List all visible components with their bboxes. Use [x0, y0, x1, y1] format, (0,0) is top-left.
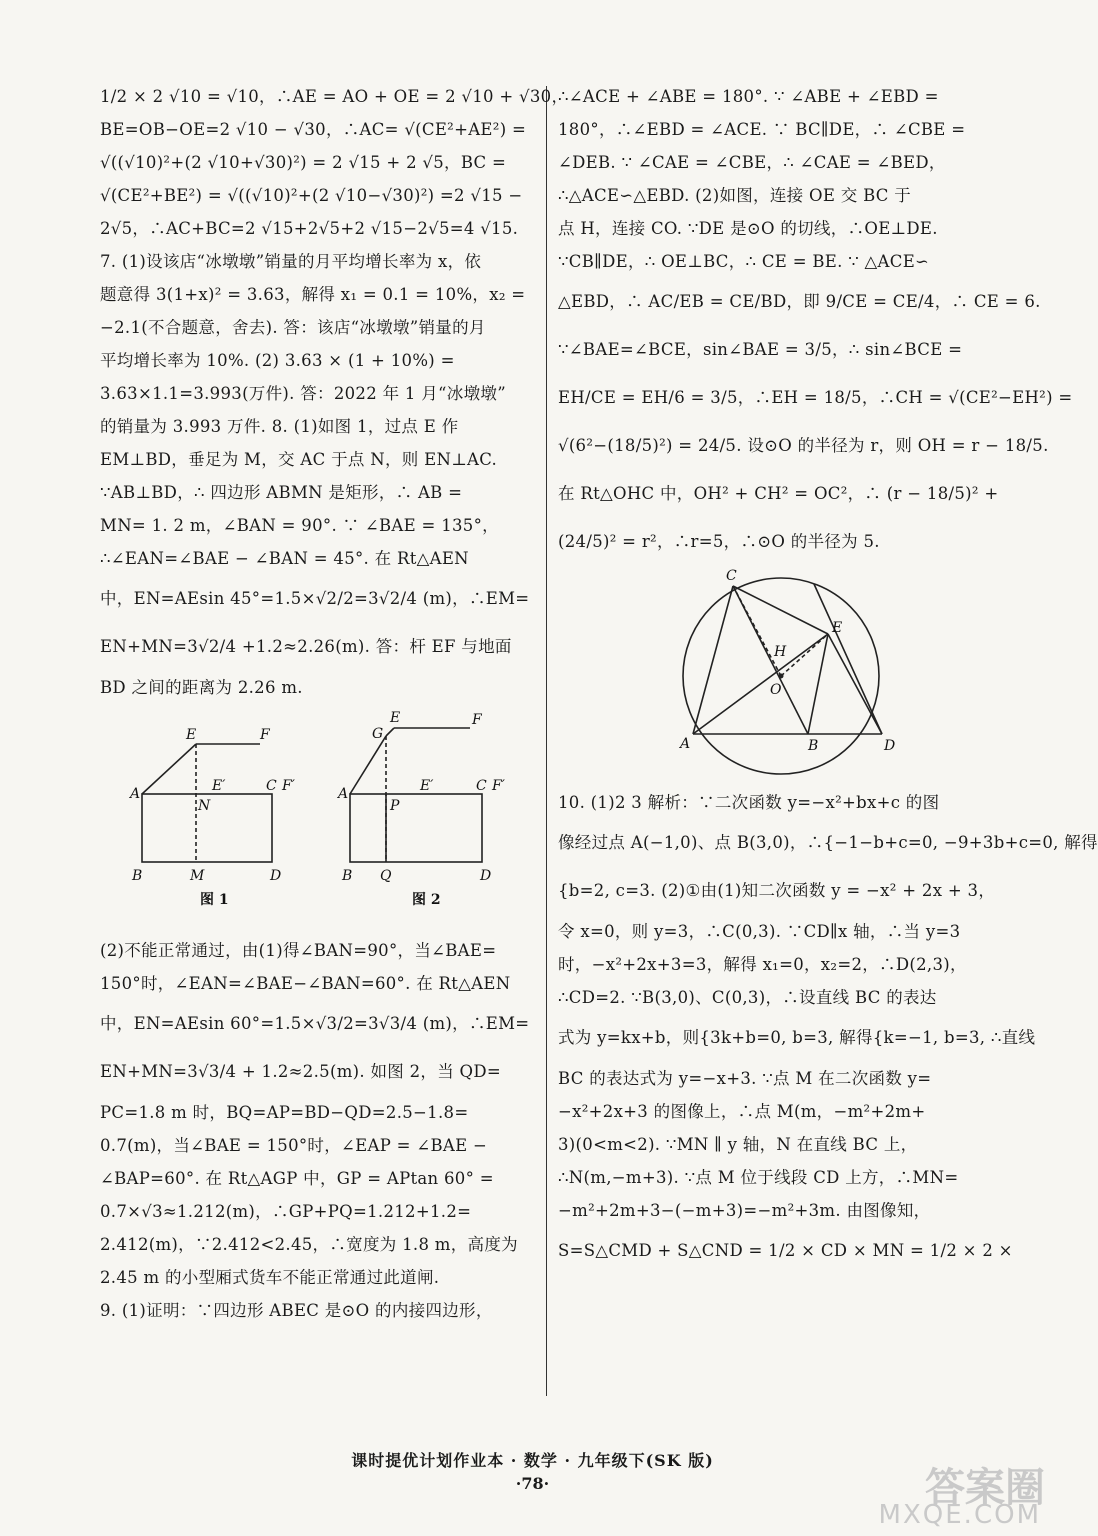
label-b: B [132, 868, 143, 884]
text-line: √(CE²+BE²) = √((√10)²+(2 √10−√30)²) =2 √15 − [100, 186, 523, 205]
text-line: PC=1.8 m 时，BQ=AP=BD−QD=2.5−1.8= [100, 1103, 469, 1122]
label-a: A [338, 786, 349, 802]
text-line: 点 H，连接 CO. ∵DE 是⊙O 的切线，∴OE⊥DE. [558, 219, 938, 238]
text-line: MN= 1. 2 m，∠BAN = 90°. ∵ ∠BAE = 135°， [100, 516, 499, 535]
text-line: √((√10)²+(2 √10+√30)²) = 2 √15 + 2 √5，BC = [100, 153, 507, 172]
text-line: ∴N(m,−m+3). ∵点 M 位于线段 CD 上方，∴MN= [558, 1168, 959, 1187]
label-a: A [130, 786, 141, 802]
text-line: EN+MN=3√3/4 + 1.2≈2.5(m). 如图 2，当 QD= [100, 1062, 502, 1081]
left-column [100, 80, 569, 1327]
text-line: S=S△CMD + S△CND = 1/2 × CD × MN = 1/2 × 2 × [558, 1241, 1013, 1260]
label-e: E [832, 620, 843, 636]
text-line: BE=OB−OE=2 √10 − √30，∴AC= √(CE²+AE²) = [100, 120, 527, 139]
text-line: EH/CE = EH/6 = 3/5，∴EH = 18/5，∴CH = √(CE²−EH²) = [558, 388, 1073, 407]
text-line: ∵CB∥DE，∴ OE⊥BC，∴ CE = BE. ∵ △ACE∽ [558, 252, 930, 271]
footer-title: 课时提优计划作业本 · 数学 · 九年级下(SK 版) [351, 1451, 714, 1470]
label-e-prime: E′ [420, 778, 434, 794]
right-column [558, 80, 1098, 1275]
label-f: F [472, 712, 482, 728]
text-line: 0.7(m)，当∠BAE = 150°时，∠EAP = ∠BAE − [100, 1136, 488, 1155]
label-d: D [884, 738, 896, 754]
text-line: 3)(0<m<2). ∵MN ∥ y 轴，N 在直线 BC 上， [558, 1135, 918, 1154]
text-line: −m²+2m+3−(−m+3)=−m²+3m. 由图像知， [558, 1201, 931, 1220]
text-line: ∴∠EAN=∠BAE − ∠BAN = 45°. 在 Rt△AEN [100, 549, 469, 568]
text-line: 3.63×1.1=3.993(万件). 答：2022 年 1 月“冰墩墩” [100, 384, 506, 403]
figures-1-2 [100, 704, 550, 934]
text-line: √(6²−(18/5)²) = 24/5. 设⊙O 的半径为 r，则 OH = r − 18/5. [558, 436, 1049, 455]
label-m: M [190, 868, 205, 884]
label-n: N [198, 798, 211, 814]
text-line: 题意得 3(1+x)² = 3.63，解得 x₁ = 0.1 = 10%，x₂ = [100, 285, 526, 304]
text-line: 式为 y=kx+b，则{3k+b=0, b=3, 解得{k=−1, b=3, ∴直线 [558, 1028, 1036, 1047]
label-h: H [774, 644, 787, 660]
text-line: 7. (1)设该店“冰墩墩”销量的月平均增长率为 x，依 [100, 252, 482, 271]
label-d: D [480, 868, 492, 884]
watermark-url: MXQE.COM [878, 1500, 1041, 1530]
text-line: 在 Rt△OHC 中，OH² + CH² = OC²，∴ (r − 18/5)² + [558, 484, 999, 503]
text-line: EM⊥BD，垂足为 M，交 AC 于点 N，则 EN⊥AC. [100, 450, 498, 469]
label-d: D [270, 868, 282, 884]
text-line: ∠DEB. ∵ ∠CAE = ∠CBE，∴ ∠CAE = ∠BED， [558, 153, 946, 172]
text-line: BC 的表达式为 y=−x+3. ∵点 M 在二次函数 y= [558, 1069, 932, 1088]
text-line: 2.412(m)，∵2.412<2.45，∴宽度为 1.8 m，高度为 [100, 1235, 518, 1254]
text-line: 2.45 m 的小型厢式货车不能正常通过此道闸. [100, 1268, 440, 1287]
text-line: ∴∠ACE + ∠ABE = 180°. ∵ ∠ABE + ∠EBD = [558, 87, 939, 106]
text-line: ∵AB⊥BD，∴ 四边形 ABMN 是矩形，∴ AB = [100, 483, 463, 502]
label-p: P [390, 798, 400, 814]
page-number: ·78· [515, 1474, 550, 1493]
text-line: ∠BAP=60°. 在 Rt△AGP 中，GP = APtan 60° = [100, 1169, 494, 1188]
text-line: −2.1(不合题意，舍去). 答：该店“冰墩墩”销量的月 [100, 318, 486, 337]
label-b: B [342, 868, 353, 884]
figure-1-2-diagram [100, 704, 530, 924]
text-line: ∵∠BAE=∠BCE，sin∠BAE = 3/5，∴ sin∠BCE = [558, 340, 963, 359]
text-line: −x²+2x+3 的图像上，∴点 M(m，−m²+2m+ [558, 1102, 926, 1121]
figure-1-caption: 图 1 [200, 892, 229, 908]
text-line: {b=2, c=3. (2)①由(1)知二次函数 y = −x² + 2x + 3， [558, 881, 996, 900]
figure-3 [558, 566, 998, 786]
label-e: E [186, 727, 197, 743]
text-line: 的销量为 3.993 万件. 8. (1)如图 1，过点 E 作 [100, 417, 459, 436]
text-line: 9. (1)证明：∵四边形 ABEC 是⊙O 的内接四边形， [100, 1301, 493, 1320]
text-line: 中，EN=AEsin 45°=1.5×√2/2=3√2/4 (m)，∴EM= [100, 589, 530, 608]
text-line: 180°，∴∠EBD = ∠ACE. ∵ BC∥DE，∴ ∠CBE = [558, 120, 966, 139]
label-a: A [680, 736, 691, 752]
text-line: EN+MN=3√2/4 +1.2≈2.26(m). 答：杆 EF 与地面 [100, 637, 512, 656]
text-line: BD 之间的距离为 2.26 m. [100, 678, 303, 697]
label-q: Q [380, 868, 392, 884]
text-line: 10. (1)2 3 解析：∵二次函数 y=−x²+bx+c 的图 [558, 793, 940, 812]
text-line: ∴CD=2. ∵B(3,0)、C(0,3)，∴设直线 BC 的表达 [558, 988, 937, 1007]
text-line: 平均增长率为 10%. (2) 3.63 × (1 + 10%) = [100, 351, 455, 370]
text-line: △EBD，∴ AC/EB = CE/BD，即 9/CE = CE/4，∴ CE = 6. [558, 292, 1041, 311]
label-o: O [770, 682, 782, 698]
figure-2-caption: 图 2 [412, 892, 441, 908]
text-line: ∴△ACE∽△EBD. (2)如图，连接 OE 交 BC 于 [558, 186, 912, 205]
text-line: 1/2 × 2 √10 = √10，∴AE = AO + OE = 2 √10 + √30， [100, 87, 569, 106]
text-line: 150°时，∠EAN=∠BAE−∠BAN=60°. 在 Rt△AEN [100, 974, 511, 993]
watermark-logo: 答案圈 [925, 1465, 1045, 1511]
circle-diagram [558, 566, 998, 781]
text-line: 中，EN=AEsin 60°=1.5×√3/2=3√3/4 (m)，∴EM= [100, 1014, 530, 1033]
label-f-prime: F′ [492, 778, 505, 794]
text-line: 令 x=0，则 y=3，∴C(0,3). ∵CD∥x 轴，∴当 y=3 [558, 922, 961, 941]
label-c: C [726, 568, 737, 584]
label-e-prime: E′ [212, 778, 226, 794]
label-e: E [390, 710, 401, 726]
text-line: (24/5)² = r²，∴r=5，∴⊙O 的半径为 5. [558, 532, 880, 551]
label-f: F [260, 727, 270, 743]
label-c: C [476, 778, 487, 794]
label-f-prime: F′ [282, 778, 295, 794]
label-b: B [808, 738, 819, 754]
label-g: G [372, 726, 384, 742]
text-line: 0.7×√3≈1.212(m)，∴GP+PQ=1.212+1.2= [100, 1202, 472, 1221]
text-line: 像经过点 A(−1,0)、点 B(3,0)，∴{−1−b+c=0, −9+3b+c=0, 解得 [558, 833, 1098, 852]
text-line: 时，−x²+2x+3=3，解得 x₁=0，x₂=2，∴D(2,3)， [558, 955, 967, 974]
text-line: 2√5，∴AC+BC=2 √15+2√5+2 √15−2√5=4 √15. [100, 219, 519, 238]
text-line: (2)不能正常通过，由(1)得∠BAN=90°，当∠BAE= [100, 941, 497, 960]
label-c: C [266, 778, 277, 794]
